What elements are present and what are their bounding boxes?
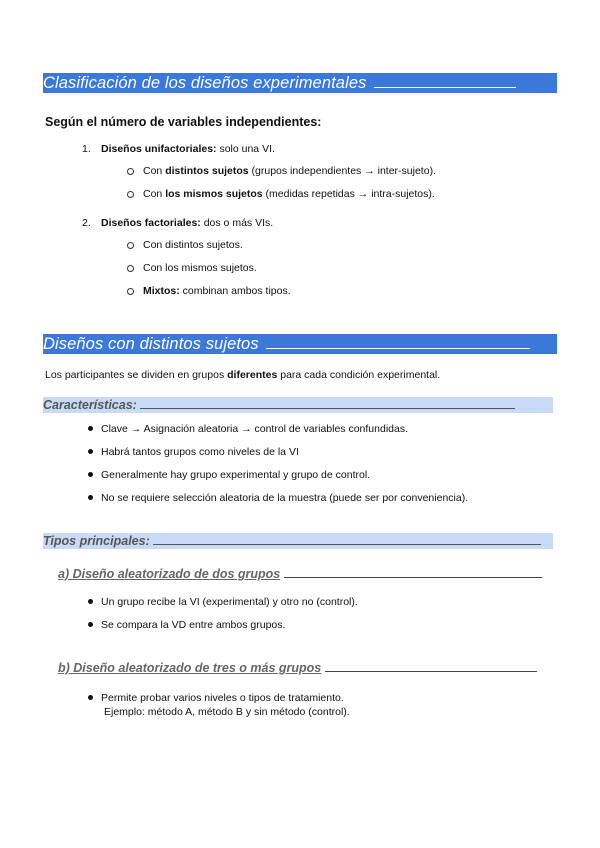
sub-list-item: Con distintos sujetos.: [143, 239, 243, 251]
list-item: [101, 142, 275, 156]
list-item: [101, 216, 273, 230]
bullet-icon: [88, 495, 93, 500]
section-heading-clasificacion: [43, 73, 557, 93]
subheading-a: a) Diseño aleatorizado de dos grupos: [58, 566, 558, 582]
circle-bullet-icon: [127, 191, 134, 198]
list-item: No se requiere selección aleatoria de la muestra (puede ser por conveniencia).: [101, 492, 469, 504]
section-heading-distintos-sujetos: [43, 334, 557, 354]
item-text: dos o más VIs.: [200, 217, 274, 229]
bullet-icon: [88, 622, 93, 627]
heading-underline: [153, 533, 541, 545]
intro-paragraph: Los participantes se dividen en grupos diferentes para cada condición experimental.: [45, 369, 441, 381]
list-item: Habrá tantos grupos como niveles de la VI: [101, 446, 299, 458]
sub-list-item: Con los mismos sujetos.: [143, 262, 257, 274]
list-item: Clave → Asignación aleatoria → control de variables confundidas.: [101, 423, 409, 435]
item-text: solo una VI.: [216, 143, 275, 155]
sub-list-item: Con los mismos sujetos (medidas repetidas → intra-sujetos).: [143, 188, 435, 200]
list-item: Un grupo recibe la VI (experimental) y otro no (control).: [101, 596, 358, 608]
heading-underline: [374, 76, 516, 88]
circle-bullet-icon: [127, 265, 134, 272]
heading-underline: [266, 337, 530, 349]
subtitle: Según el número de variables independientes:: [45, 115, 322, 129]
heading-underline: [140, 397, 515, 409]
bullet-icon: [88, 426, 93, 431]
item-bold: Diseños factoriales:: [101, 217, 201, 229]
circle-bullet-icon: [127, 242, 134, 249]
subheading-tipos: Tipos principales:: [43, 533, 553, 549]
list-item: Generalmente hay grupo experimental y grupo de control.: [101, 469, 371, 481]
bullet-icon: [88, 599, 93, 604]
list-number: 1.: [82, 143, 91, 155]
subheading-caracteristicas: Características:: [43, 397, 553, 413]
heading-underline: [284, 566, 542, 578]
list-item-continuation: Ejemplo: método A, método B y sin método (control).: [104, 706, 350, 718]
list-item: Permite probar varios niveles o tipos de tratamiento.: [101, 692, 344, 704]
bullet-icon: [88, 472, 93, 477]
bullet-icon: [88, 449, 93, 454]
sub-list-item: Con distintos sujetos (grupos independientes → inter-sujeto).: [143, 165, 436, 177]
bullet-icon: [88, 695, 93, 700]
section-title: Clasificación de los diseños experimentales: [43, 74, 367, 92]
section-title: Diseños con distintos sujetos: [43, 335, 259, 353]
circle-bullet-icon: [127, 168, 134, 175]
item-bold: Diseños unifactoriales:: [101, 143, 217, 155]
sub-list-item: Mixtos: combinan ambos tipos.: [143, 285, 291, 297]
list-number: 2.: [82, 217, 91, 229]
list-item: Se compara la VD entre ambos grupos.: [101, 619, 286, 631]
circle-bullet-icon: [127, 288, 134, 295]
heading-underline: [325, 660, 537, 672]
subheading-b: b) Diseño aleatorizado de tres o más grupos: [58, 660, 558, 676]
